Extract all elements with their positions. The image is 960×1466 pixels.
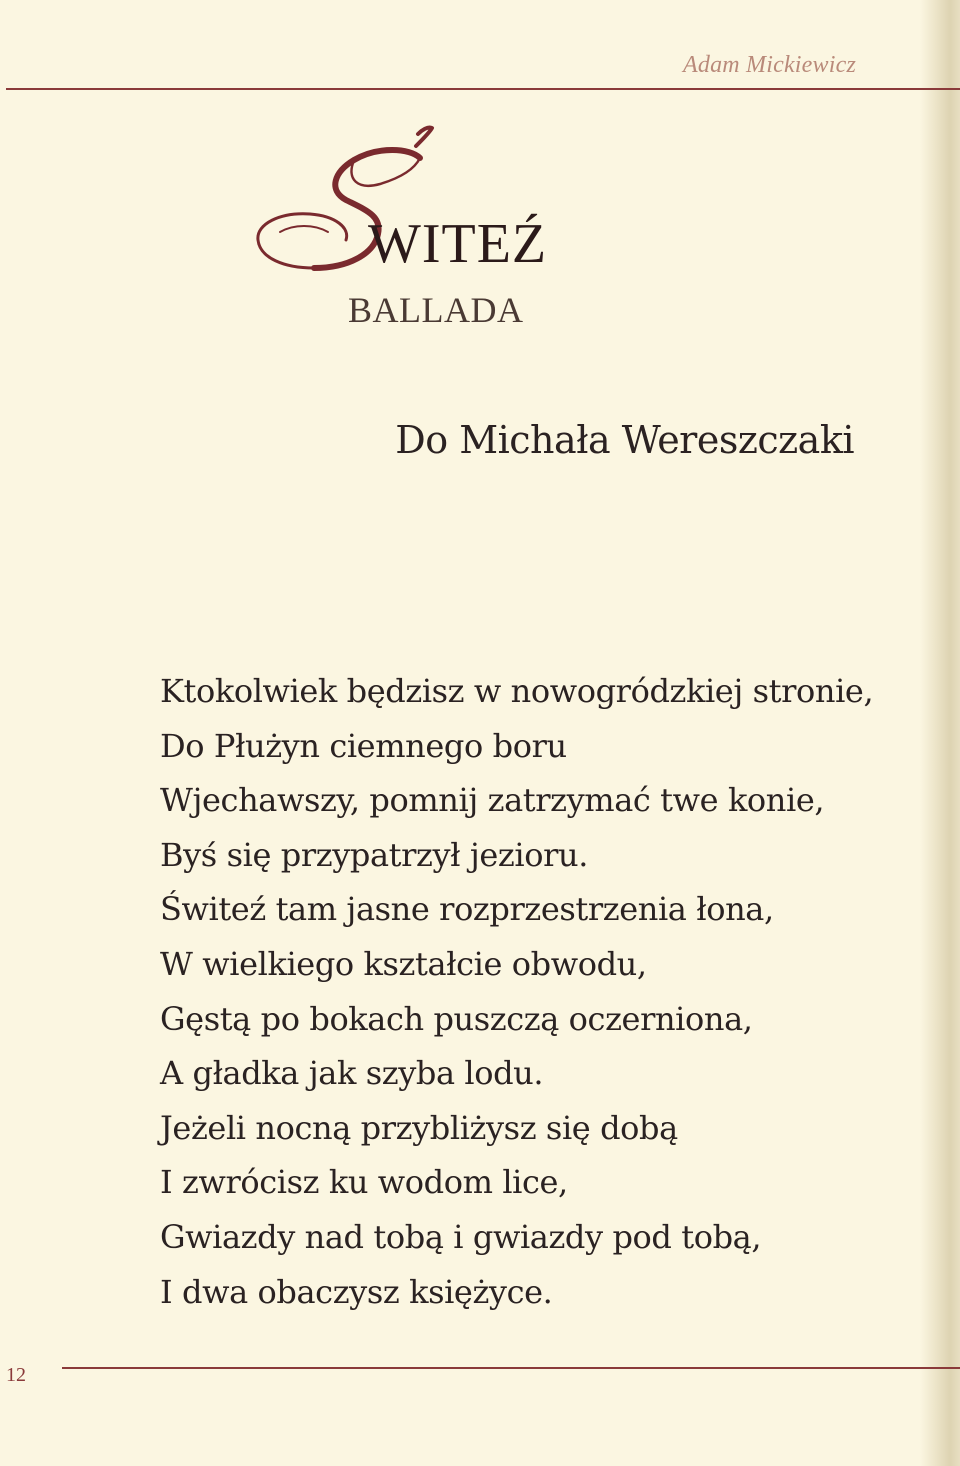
poem-line: A gładka jak szyba lodu.: [160, 1054, 544, 1093]
header-rule: [6, 88, 960, 90]
poem-line: Do Płużyn ciemnego boru: [160, 726, 567, 765]
poem-line: Świteź tam jasne rozprzestrzenia łona,: [160, 890, 774, 929]
poem-stanza: [160, 664, 873, 1319]
footer-rule: [62, 1367, 960, 1369]
poem-line: Jeżeli nocną przybliżysz się dobą: [160, 1108, 678, 1147]
poem-line: Gwiazdy nad tobą i gwiazdy pod tobą,: [160, 1217, 762, 1256]
poem-line: I dwa obaczysz księżyce.: [160, 1272, 553, 1311]
poem-line: Ktokolwiek będzisz w nowogródzkiej stronie,: [160, 672, 874, 710]
page-number: 12: [6, 1364, 26, 1386]
poem-subtitle: BALLADA: [348, 290, 524, 330]
poem-line: Wjechawszy, pomnij zatrzymać twe konie,: [160, 781, 825, 820]
dedication: Do Michała Wereszczaki: [395, 418, 854, 462]
page-spine-shadow: [920, 0, 960, 1466]
running-header-author: Adam Mickiewicz: [683, 52, 856, 78]
poem-line: Gęstą po bokach puszczą oczerniona,: [160, 999, 753, 1038]
poem-title: WITEŹ: [368, 213, 548, 275]
poem-line: W wielkiego kształcie obwodu,: [160, 944, 647, 983]
poem-line: Byś się przypatrzył jezioru.: [160, 835, 588, 874]
poem-line: I zwrócisz ku wodom lice,: [160, 1163, 568, 1202]
